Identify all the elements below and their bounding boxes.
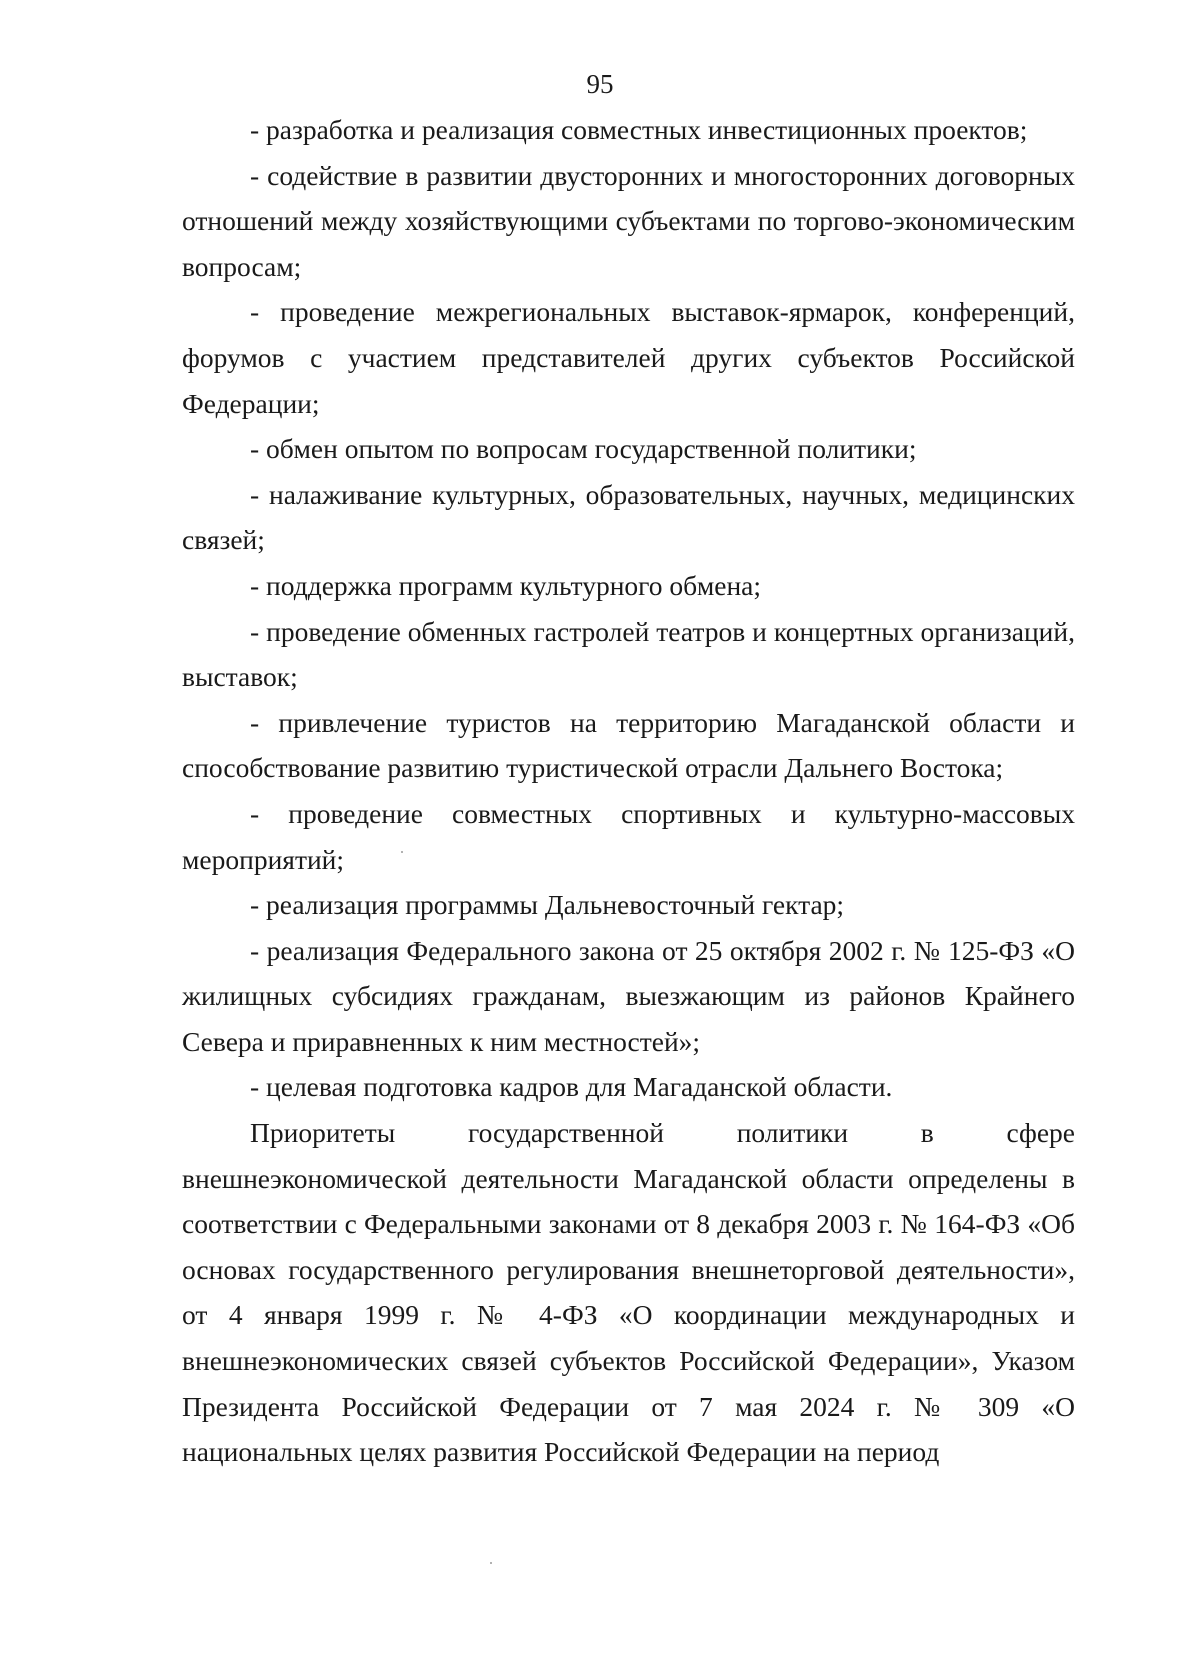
list-item-experience-exchange: - обмен опытом по вопросам государственной политики; [250, 433, 917, 465]
list-item-personnel-training: - целевая подготовка кадров для Магаданской области. [250, 1071, 893, 1103]
list-item-exhibitions: - проведение межрегиональных выставок-ярмарок, конференций, форумов с участием представителей других субъектов Российской Федерации; [182, 296, 1075, 419]
scan-speck [401, 851, 403, 853]
document-body [182, 107, 1075, 1475]
list-item-investment-projects: - разработка и реализация совместных инвестиционных проектов; [250, 114, 1028, 145]
page-number: 95 [586, 69, 614, 99]
list-item-tourism: - привлечение туристов на территорию Магаданской области и способствование развитию туристической отрасли Дальнего Востока; [182, 706, 1075, 784]
list-item-far-east-hectare: - реализация программы Дальневосточный гектар; [250, 889, 845, 921]
list-item-cultural-links: - налаживание культурных, образовательных, научных, медицинских связей; [182, 478, 1075, 556]
scan-speck [490, 1562, 492, 1564]
list-item-sports-events: - проведение совместных спортивных и культурно-массовых мероприятий; [182, 797, 1075, 875]
list-item-housing-subsidies-law: - реализация Федерального закона от 25 октября 2002 г. № 125-ФЗ «О жилищных субсидиях гражданам, выезжающим из районов Крайнего Севера и приравненных к ним местностей»; [182, 934, 1075, 1057]
list-item-cultural-exchange: - поддержка программ культурного обмена; [250, 569, 762, 601]
list-item-contract-relations: - содействие в развитии двусторонних и многосторонних договорных отношений между хозяйствующими субъектами по торгово-экономическим вопросам; [182, 159, 1075, 282]
priorities-paragraph: Приоритеты государственной политики в сфере внешнеэкономической деятельности Магаданской области определены в соответствии с Федеральными законами от 8 декабря 2003 г. № 164-ФЗ «Об основах государственного регулирования внешнеторговой деятельности», от 4 января 1999 г. № 4-ФЗ «О координации международных и внешнеэкономических связей субъектов Российской Федерации», Указом Президента Российской Федерации от 7 мая 2024 г. № 309 «О национальных целях развития Российской Федерации на период [182, 1117, 1075, 1468]
list-item-theatre-tours: - проведение обменных гастролей театров и концертных организаций, выставок; [182, 615, 1075, 693]
